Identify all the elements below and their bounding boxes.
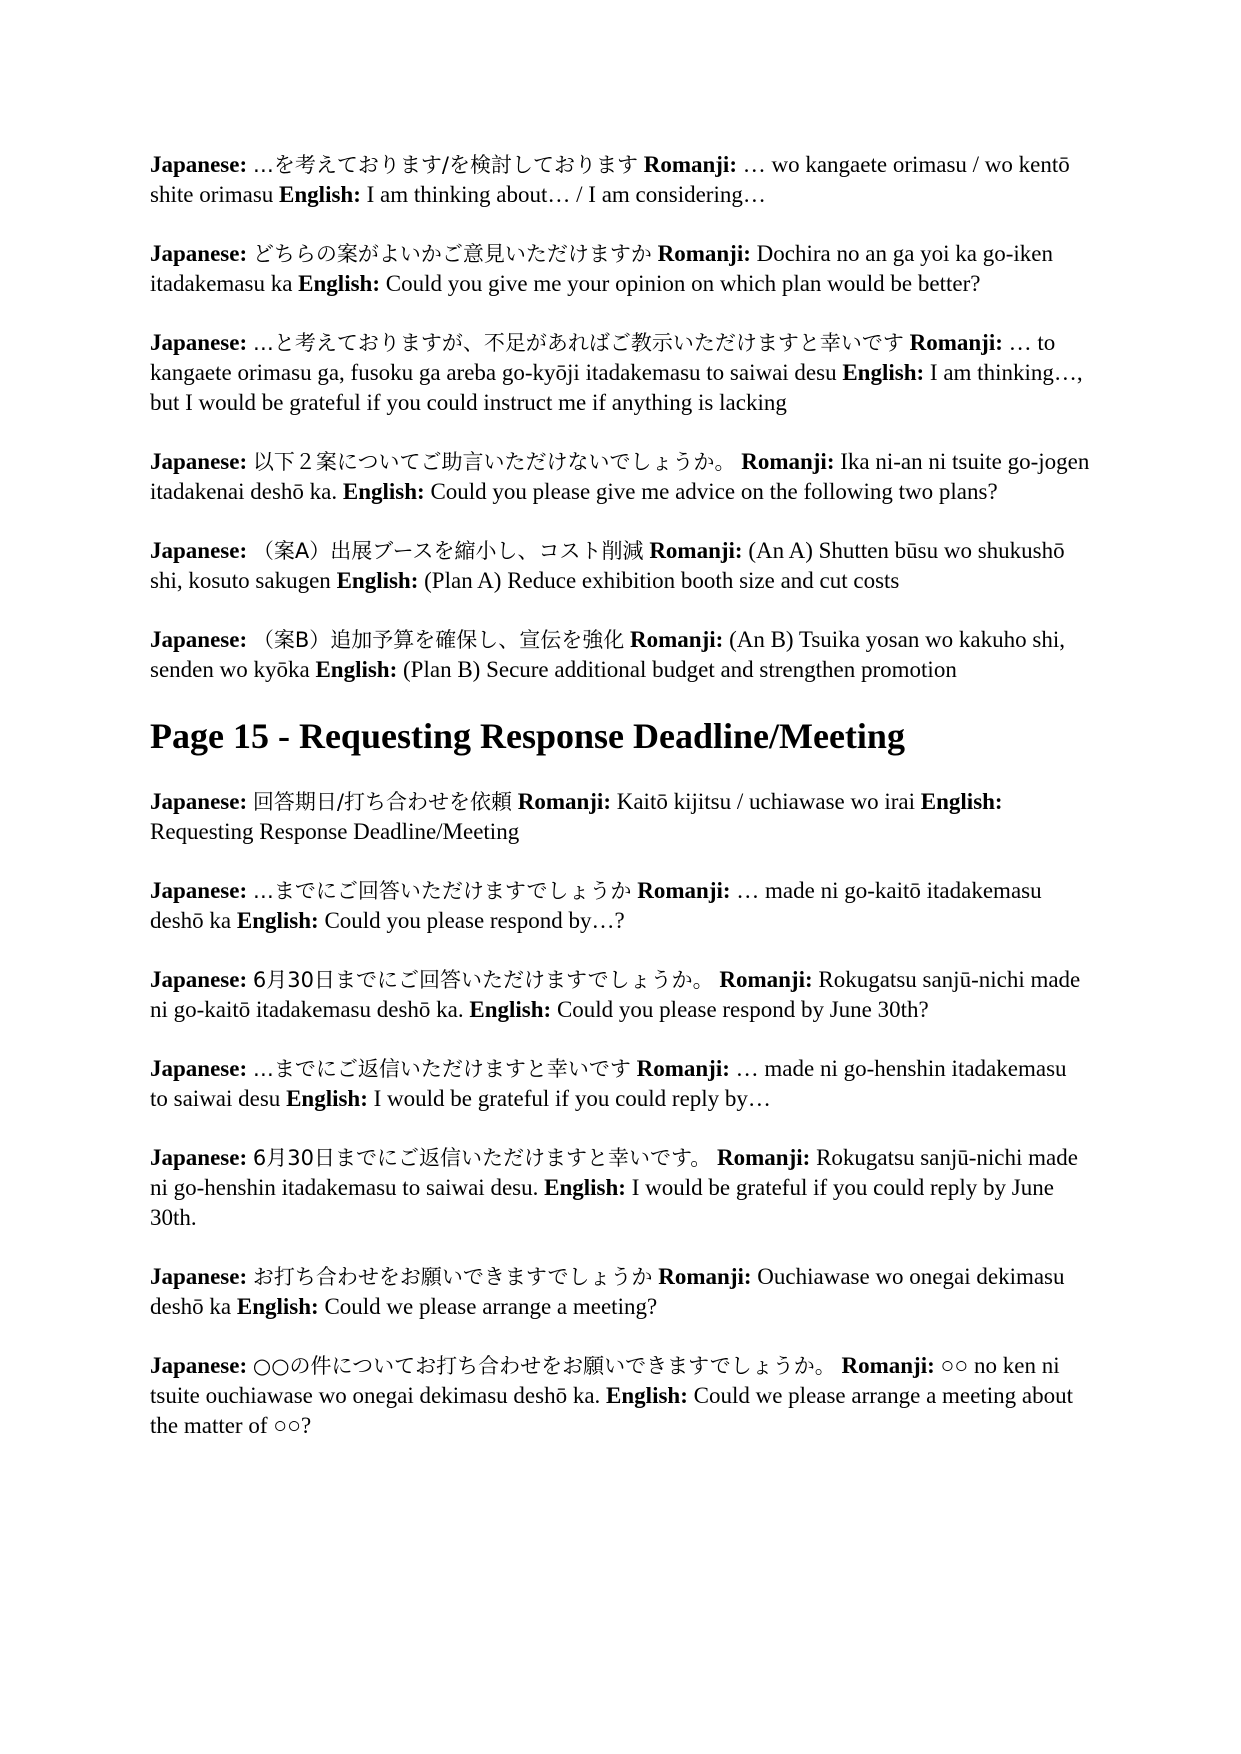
romanji-label: Romanji: <box>517 789 611 814</box>
japanese-text: ○○の件についてお打ち合わせをお願いできますでしょうか。 <box>252 1354 836 1378</box>
romanji-label: Romanji: <box>741 449 835 474</box>
english-label: English: <box>236 1294 319 1319</box>
english-text: (Plan A) Reduce exhibition booth size and cut costs <box>424 568 900 593</box>
romanji-label: Romanji: <box>841 1353 935 1378</box>
romanji-label: Romanji: <box>717 1145 811 1170</box>
phrase-entry <box>150 239 1090 299</box>
english-label: English: <box>606 1383 688 1408</box>
japanese-label: Japanese: <box>150 1056 248 1081</box>
romanji-text: (An A) Shutten būsu wo shukushō shi, kosuto sakugen <box>150 538 1065 593</box>
english-text: I would be grateful if you could reply by June 30th. <box>150 1175 1054 1230</box>
japanese-text: どちらの案がよいかご意見いただけますか <box>252 242 652 266</box>
romanji-label: Romanji: <box>909 330 1003 355</box>
japanese-label: Japanese: <box>150 789 248 814</box>
japanese-text: （案A）出展ブースを縮小し、コスト削減 <box>252 539 644 563</box>
phrase-entry <box>150 1143 1090 1233</box>
english-text: Could you give me your opinion on which plan would be better? <box>385 271 981 296</box>
phrase-entry <box>150 787 1090 847</box>
phrase-entry <box>150 876 1090 936</box>
phrase-entry <box>150 447 1090 507</box>
english-label: English: <box>236 908 319 933</box>
romanji-text: … wo kangaete orimasu / wo kentō shite orimasu <box>150 152 1070 207</box>
english-label: English: <box>286 1086 368 1111</box>
japanese-label: Japanese: <box>150 152 248 177</box>
japanese-label: Japanese: <box>150 967 248 992</box>
japanese-text: …までにご返信いただけますと幸いです <box>252 1057 631 1081</box>
japanese-text: 6月30日までにご回答いただけますでしょうか。 <box>252 968 714 992</box>
japanese-text: …までにご回答いただけますでしょうか <box>252 879 632 903</box>
romanji-text: ○○ no ken ni tsuite ouchiawase wo onegai dekimasu deshō ka. <box>150 1353 1060 1408</box>
romanji-label: Romanji: <box>643 152 737 177</box>
japanese-text: …を考えております/を検討しております <box>252 153 638 177</box>
romanji-label: Romanji: <box>657 241 751 266</box>
japanese-label: Japanese: <box>150 627 248 652</box>
romanji-label: Romanji: <box>658 1264 752 1289</box>
japanese-text: お打ち合わせをお願いできますでしょうか <box>252 1265 653 1289</box>
romanji-text: Rokugatsu sanjū-nichi made ni go-henshin itadakemasu to saiwai desu. <box>150 1145 1078 1200</box>
romanji-text: … made ni go-henshin itadakemasu to saiwai desu <box>150 1056 1067 1111</box>
english-text: Requesting Response Deadline/Meeting <box>150 819 520 844</box>
romanji-text: … made ni go-kaitō itadakemasu deshō ka <box>150 878 1042 933</box>
english-label: English: <box>298 271 380 296</box>
romanji-text: Ika ni-an ni tsuite go-jogen itadakenai deshō ka. <box>150 449 1090 504</box>
english-label: English: <box>920 789 1003 814</box>
english-text: I would be grateful if you could reply by… <box>373 1086 771 1111</box>
japanese-text: 回答期日/打ち合わせを依頼 <box>252 790 512 814</box>
japanese-text: 6月30日までにご返信いただけますと幸いです。 <box>252 1146 712 1170</box>
english-label: English: <box>279 182 361 207</box>
english-label: English: <box>315 657 398 682</box>
japanese-text: …と考えておりますが、不足があればご教示いただけますと幸いです <box>252 331 904 355</box>
romanji-text: (An B) Tsuika yosan wo kakuho shi, senden wo kyōka <box>150 627 1065 682</box>
english-text: Could we please arrange a meeting? <box>324 1294 658 1319</box>
japanese-label: Japanese: <box>150 1353 248 1378</box>
section-heading: Page 15 - Requesting Response Deadline/Meeting <box>150 716 905 756</box>
romanji-label: Romanji: <box>637 878 731 903</box>
japanese-label: Japanese: <box>150 878 248 903</box>
japanese-label: Japanese: <box>150 538 248 563</box>
document-page <box>150 150 1090 1470</box>
phrase-entry <box>150 328 1090 418</box>
english-text: (Plan B) Secure additional budget and strengthen promotion <box>403 657 957 682</box>
phrase-entry <box>150 1054 1090 1114</box>
english-label: English: <box>544 1175 626 1200</box>
phrase-entry <box>150 1262 1090 1322</box>
english-label: English: <box>469 997 552 1022</box>
japanese-label: Japanese: <box>150 1145 248 1170</box>
phrase-entry <box>150 625 1090 685</box>
english-text: I am thinking…, but I would be grateful if you could instruct me if anything is lacking <box>150 360 1083 415</box>
phrase-entry <box>150 965 1090 1025</box>
romanji-text: … to kangaete orimasu ga, fusoku ga areba go-kyōji itadakemasu to saiwai desu <box>150 330 1056 385</box>
japanese-label: Japanese: <box>150 241 248 266</box>
phrase-entry <box>150 150 1090 210</box>
romanji-label: Romanji: <box>719 967 813 992</box>
english-text: Could you please give me advice on the following two plans? <box>430 479 998 504</box>
english-label: English: <box>336 568 419 593</box>
japanese-label: Japanese: <box>150 330 248 355</box>
entry-list-section-1 <box>150 150 1090 685</box>
romanji-text: Rokugatsu sanjū-nichi made ni go-kaitō itadakemasu deshō ka. <box>150 967 1081 1022</box>
japanese-label: Japanese: <box>150 1264 248 1289</box>
english-text: Could you please respond by June 30th? <box>556 997 929 1022</box>
romanji-text: Ouchiawase wo onegai dekimasu deshō ka <box>150 1264 1065 1319</box>
english-text: I am thinking about… / I am considering… <box>366 182 766 207</box>
romanji-label: Romanji: <box>630 627 724 652</box>
romanji-label: Romanji: <box>649 538 743 563</box>
english-label: English: <box>342 479 425 504</box>
romanji-label: Romanji: <box>636 1056 730 1081</box>
japanese-text: 以下２案についてご助言いただけないでしょうか。 <box>252 450 736 474</box>
entry-list-section-2 <box>150 787 1090 1441</box>
english-text: Could we please arrange a meeting about the matter of ○○? <box>150 1383 1073 1438</box>
english-label: English: <box>842 360 925 385</box>
romanji-text: Dochira no an ga yoi ka go-iken itadakemasu ka <box>150 241 1054 296</box>
japanese-text: （案B）追加予算を確保し、宣伝を強化 <box>252 628 625 652</box>
phrase-entry <box>150 1351 1090 1441</box>
english-text: Could you please respond by…? <box>324 908 625 933</box>
romanji-text: Kaitō kijitsu / uchiawase wo irai <box>616 789 916 814</box>
japanese-label: Japanese: <box>150 449 248 474</box>
phrase-entry <box>150 536 1090 596</box>
